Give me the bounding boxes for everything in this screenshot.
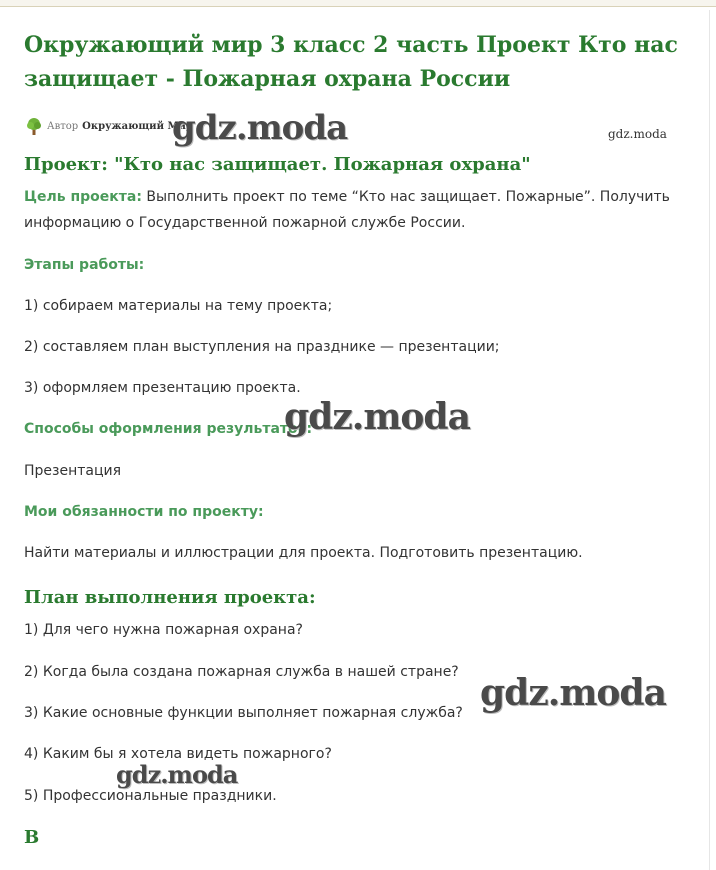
goal-paragraph — [24, 184, 674, 236]
goal-text: Выполнить проект по теме “Кто нас защищает. Пожарные”. Получить информацию о Государственной пожарной службе России. — [24, 189, 670, 231]
watermark: gdz.moda — [480, 672, 666, 714]
plan-item: 1) Для чего нужна пожарная охрана? — [24, 622, 303, 638]
watermark-small: gdz.moda — [608, 127, 667, 141]
plan-heading: План выполнения проекта: — [24, 587, 316, 608]
watermark: gdz.moda — [172, 108, 348, 148]
right-border — [709, 10, 716, 870]
watermark: gdz.moda — [116, 760, 238, 789]
stage-item: 1) собираем материалы на тему проекта; — [24, 298, 333, 314]
methods-value: Презентация — [24, 463, 122, 479]
stage-item: 2) составляем план выступления на празднике — презентации; — [24, 339, 500, 355]
author-prefix: Автор — [47, 120, 79, 132]
plan-item: 4) Каким бы я хотела видеть пожарного? — [24, 746, 332, 762]
top-border — [0, 0, 716, 7]
author-line — [24, 116, 193, 136]
author-name[interactable]: Окружающий Мир — [82, 120, 193, 132]
stage-item: 3) оформляем презентацию проекта. — [24, 380, 301, 396]
duties-label: Мои обязанности по проекту: — [24, 504, 264, 520]
project-heading: Проект: "Кто нас защищает. Пожарная охрана" — [24, 154, 531, 175]
page-title: Окружающий мир 3 класс 2 часть Проект Кто нас защищает - Пожарная охрана России — [24, 32, 678, 92]
plan-item: 3) Какие основные функции выполняет пожарная служба? — [24, 705, 463, 721]
plan-item: 5) Профессиональные праздники. — [24, 788, 277, 804]
methods-label: Способы оформления результатов: — [24, 421, 313, 437]
next-heading-cut: В — [24, 827, 40, 848]
stages-label: Этапы работы: — [24, 257, 145, 273]
watermark: gdz.moda — [284, 396, 470, 438]
tree-icon — [24, 116, 44, 136]
plan-item: 2) Когда была создана пожарная служба в нашей стране? — [24, 664, 459, 680]
duties-value: Найти материалы и иллюстрации для проекта. Подготовить презентацию. — [24, 545, 583, 561]
goal-label: Цель проекта: — [24, 189, 142, 205]
